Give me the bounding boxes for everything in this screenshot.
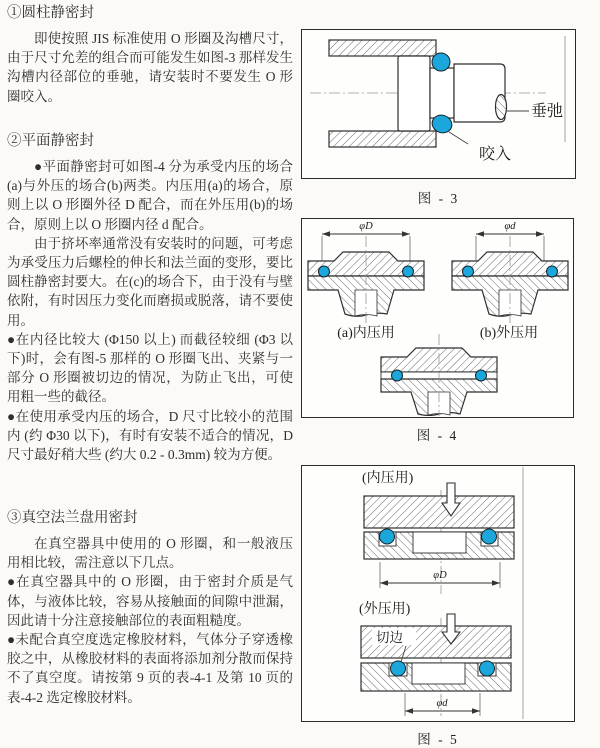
figure-3-caption: 图 - 3	[417, 191, 460, 206]
housing-bottom-wall	[329, 131, 436, 147]
figure-3-drawing	[302, 30, 574, 177]
paragraph: ●在使用承受内压的场合，D 尺寸比较小的范围内 (约 Φ30 以下)，有时有安装不适合的情况，D 尺寸最好稍大些 (约大 0.2 - 0.3mm) 较为方便。	[7, 408, 293, 463]
section-cylindrical-static-seal	[7, 3, 293, 106]
figure-4-flange-seal-diagram	[301, 218, 574, 418]
dimension-label-d: φd	[504, 221, 516, 232]
paragraph: 在真空器具中使用的 O 形圈，和一般液压用相比较，需注意以下几点。	[7, 536, 293, 571]
housing-top-wall	[329, 40, 436, 56]
paragraph: 即使按照 JIS 标准使用 O 形圈及沟槽尺寸，由于尺寸允差的组合而可能发生如图-3 那样发生沟槽内径部位的垂驰，请安装时不要发生 O 形圈咬入。	[7, 31, 293, 104]
label-internal-pressure: (a)内压用	[337, 326, 395, 341]
upper-plate	[364, 496, 514, 528]
flange-case-c	[381, 334, 497, 416]
section-heading: ③真空法兰盘用密封	[7, 510, 138, 526]
o-ring	[391, 661, 406, 676]
o-ring	[432, 53, 450, 71]
cut-edge-label: 切边	[376, 630, 403, 645]
flange-external-pressure	[452, 236, 568, 326]
dimension-label-D: φD	[359, 221, 373, 232]
plug-head	[398, 56, 430, 131]
dimension-label-d: φd	[436, 698, 448, 709]
paragraph: ●未配合真空度选定橡胶材料，气体分子穿透橡胶之中，从橡胶材料的表面将添加剂分散而保持不了真空度。请按第 9 页的表-4-1 及第 10 页的表-4-2 选定橡胶材料。	[7, 632, 293, 705]
paragraph: ●平面静密封可如图-4 分为承受内压的场合(a)与外压的场合(b)两类。内压用(a)的场合，原则上以 O 形圈外径 D 配合，而在外压用(b)的场合，原则上以 O 形圈内径 d 配合。	[7, 159, 293, 232]
figure-5-caption: 图 - 5	[417, 732, 459, 747]
label-external-pressure: (外压用)	[359, 602, 411, 617]
section-heading: ①圆柱静密封	[7, 5, 94, 21]
figure-4-caption: 图 - 4	[416, 428, 459, 443]
section-vacuum-flange-seal	[7, 508, 293, 707]
label-external-pressure: (b)外压用	[479, 326, 539, 341]
sag-label: 垂弛	[531, 103, 564, 120]
figure-5-drawing	[302, 466, 573, 720]
figure-3-cylindrical-seal-diagram	[301, 29, 576, 179]
o-ring	[380, 529, 395, 544]
section-flat-static-seal	[7, 131, 293, 464]
paragraph: ●在真空器具中的 O 形圈，由于密封介质是气体，与液体比较，容易从接触面的间隙中泄漏，因此请十分注意接触部位的表面粗糙度。	[7, 574, 293, 628]
figure-5-extrusion-diagram	[301, 465, 575, 722]
plug-spigot	[430, 68, 454, 118]
flange-internal-pressure	[308, 236, 424, 326]
bore-recess	[413, 532, 466, 553]
dimension-label-D: φD	[433, 570, 447, 581]
o-ring	[480, 661, 495, 676]
paragraph: 由于挤坏率通常没有安装时的问题，可考虑为承受压力后螺栓的伸长和法兰面的变形，要比圆柱静密封要大。在(c)的场合下，由于没有与壁依附，有时因压力变化而磨损或脱落，请不要使用。	[7, 235, 293, 328]
bite-label: 咬入	[479, 146, 512, 163]
bore-recess	[412, 663, 465, 684]
label-internal-pressure: (内压用)	[362, 471, 414, 486]
o-ring	[482, 529, 497, 544]
sag-bulge	[496, 95, 507, 120]
bite-leader-line	[449, 132, 468, 144]
paragraph: ●在内径比较大 (Φ150 以上) 而截径较细 (Φ3 以下)时，会有图-5 那样的 O 形圈飞出、夹紧与一部分 O 形圈被切边的情况，为防止飞出，可使用粗一些的截径。	[7, 331, 293, 405]
figure-4-drawing	[302, 219, 572, 416]
section-heading: ②平面静密封	[7, 133, 94, 149]
